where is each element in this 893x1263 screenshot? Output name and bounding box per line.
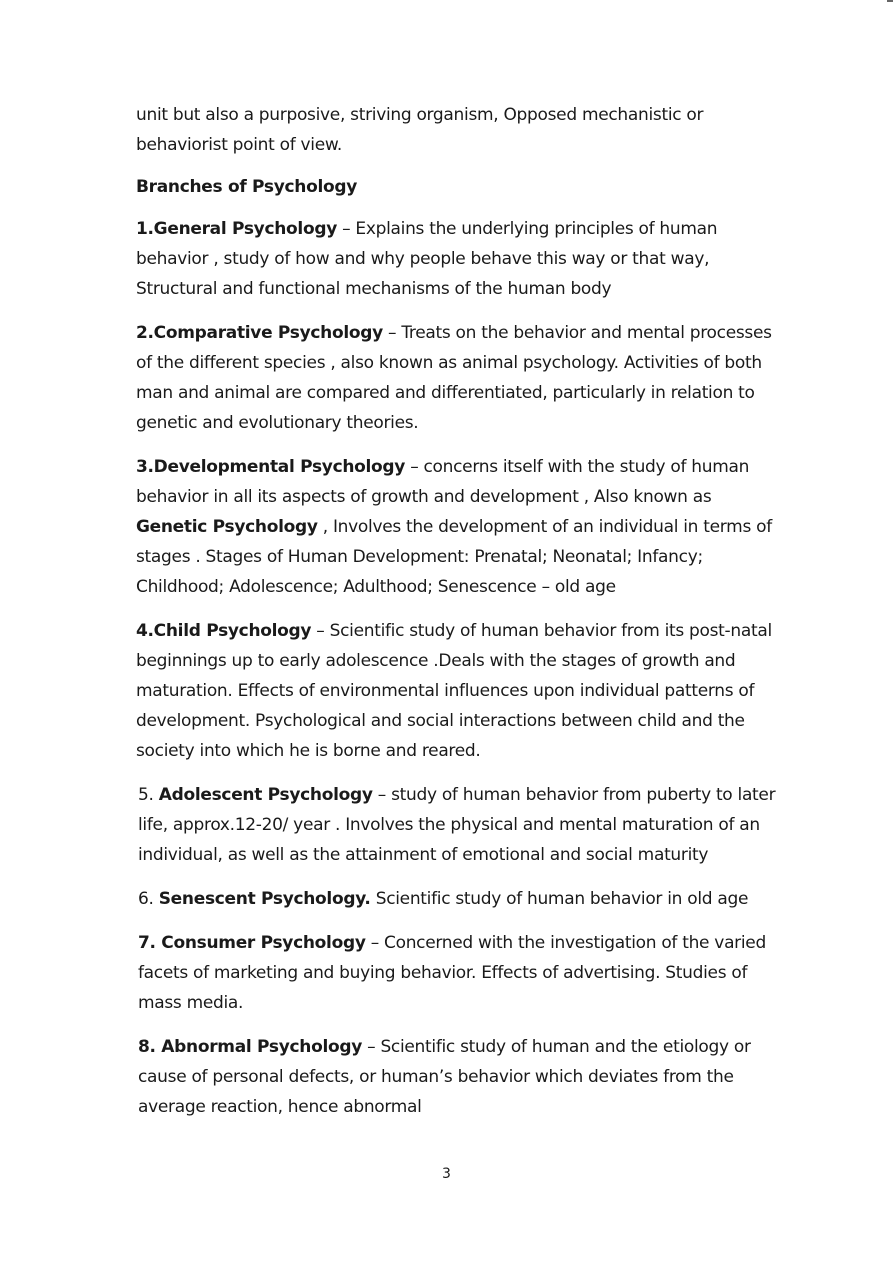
branch-body: Treats on the behavior and mental processes of the different species , also known as animal psychology. Activities of both man and animal are compared and differentiated, particularly in relation to genetic and evolutionary theories.	[136, 323, 772, 433]
scan-edge-mark	[887, 0, 893, 2]
branch-body-end: , Involves the development of an individual in terms of stages . Stages of Human Development: Prenatal; Neonatal; Infancy; Childhood; Adolescence; Adulthood; Senescence – old age	[136, 517, 772, 597]
branch-term: Senescent Psychology.	[158, 889, 371, 909]
branch-body: Scientific study of human behavior from its post-natal beginnings up to early adolescence .Deals with the stages of growth and maturation. Effects of environmental influences upon individual patterns of development. Psychological and social interactions between child and the society into which he is borne and reared.	[136, 621, 772, 761]
branch-number: 6.	[138, 889, 159, 909]
branch-adolescent	[136, 780, 776, 870]
branch-comparative	[136, 318, 776, 438]
page-number: 3	[442, 1166, 451, 1182]
branch-term: 7. Consumer Psychology	[138, 933, 366, 953]
separator: –	[372, 785, 392, 805]
separator: –	[311, 621, 330, 641]
intro-paragraph: unit but also a purposive, striving organism, Opposed mechanistic or behaviorist point of view.	[136, 105, 704, 155]
branch-child	[136, 616, 776, 766]
branch-body: Explains the underlying principles of human behavior , study of how and why people behave this way or that way, Structural and functional mechanisms of the human body	[136, 219, 718, 299]
branch-term: Adolescent Psychology	[158, 785, 373, 805]
branch-body: study of human behavior from puberty to later life, approx.12-20/ year . Involves the physical and mental maturation of an individual, as well as the attainment of emotional and social maturity	[138, 785, 776, 865]
branch-term: 3.Developmental Psychology	[136, 457, 406, 477]
branch-abnormal	[136, 1032, 776, 1122]
branch-body-start: concerns itself with the study of human behavior in all its aspects of growth and development , Also known as	[136, 457, 750, 507]
section-heading: Branches of Psychology	[136, 177, 358, 197]
separator: –	[336, 219, 356, 239]
inline-term: Genetic Psychology	[136, 517, 318, 537]
branch-term: 8. Abnormal Psychology	[138, 1037, 363, 1057]
branch-general	[136, 214, 776, 304]
branch-senescent	[136, 884, 776, 914]
branch-term: 2.Comparative Psychology	[136, 323, 383, 343]
separator: –	[382, 323, 402, 343]
branch-developmental	[136, 452, 776, 602]
branch-number: 5.	[138, 785, 159, 805]
document-page	[136, 100, 776, 1136]
branch-body: Concerned with the investigation of the varied facets of marketing and buying behavior. Effects of advertising. Studies of mass media.	[138, 933, 766, 1013]
separator: –	[365, 933, 385, 953]
branch-body: Scientific study of human behavior in old age	[375, 889, 749, 909]
branch-body: Scientific study of human and the etiology or cause of personal defects, or human’s behavior which deviates from the average reaction, hence abnormal	[138, 1037, 751, 1117]
branch-consumer	[136, 928, 776, 1018]
separator: –	[362, 1037, 381, 1057]
branch-term: 4.Child Psychology	[136, 621, 312, 641]
branch-term: 1.General Psychology	[136, 219, 337, 239]
separator: –	[405, 457, 424, 477]
